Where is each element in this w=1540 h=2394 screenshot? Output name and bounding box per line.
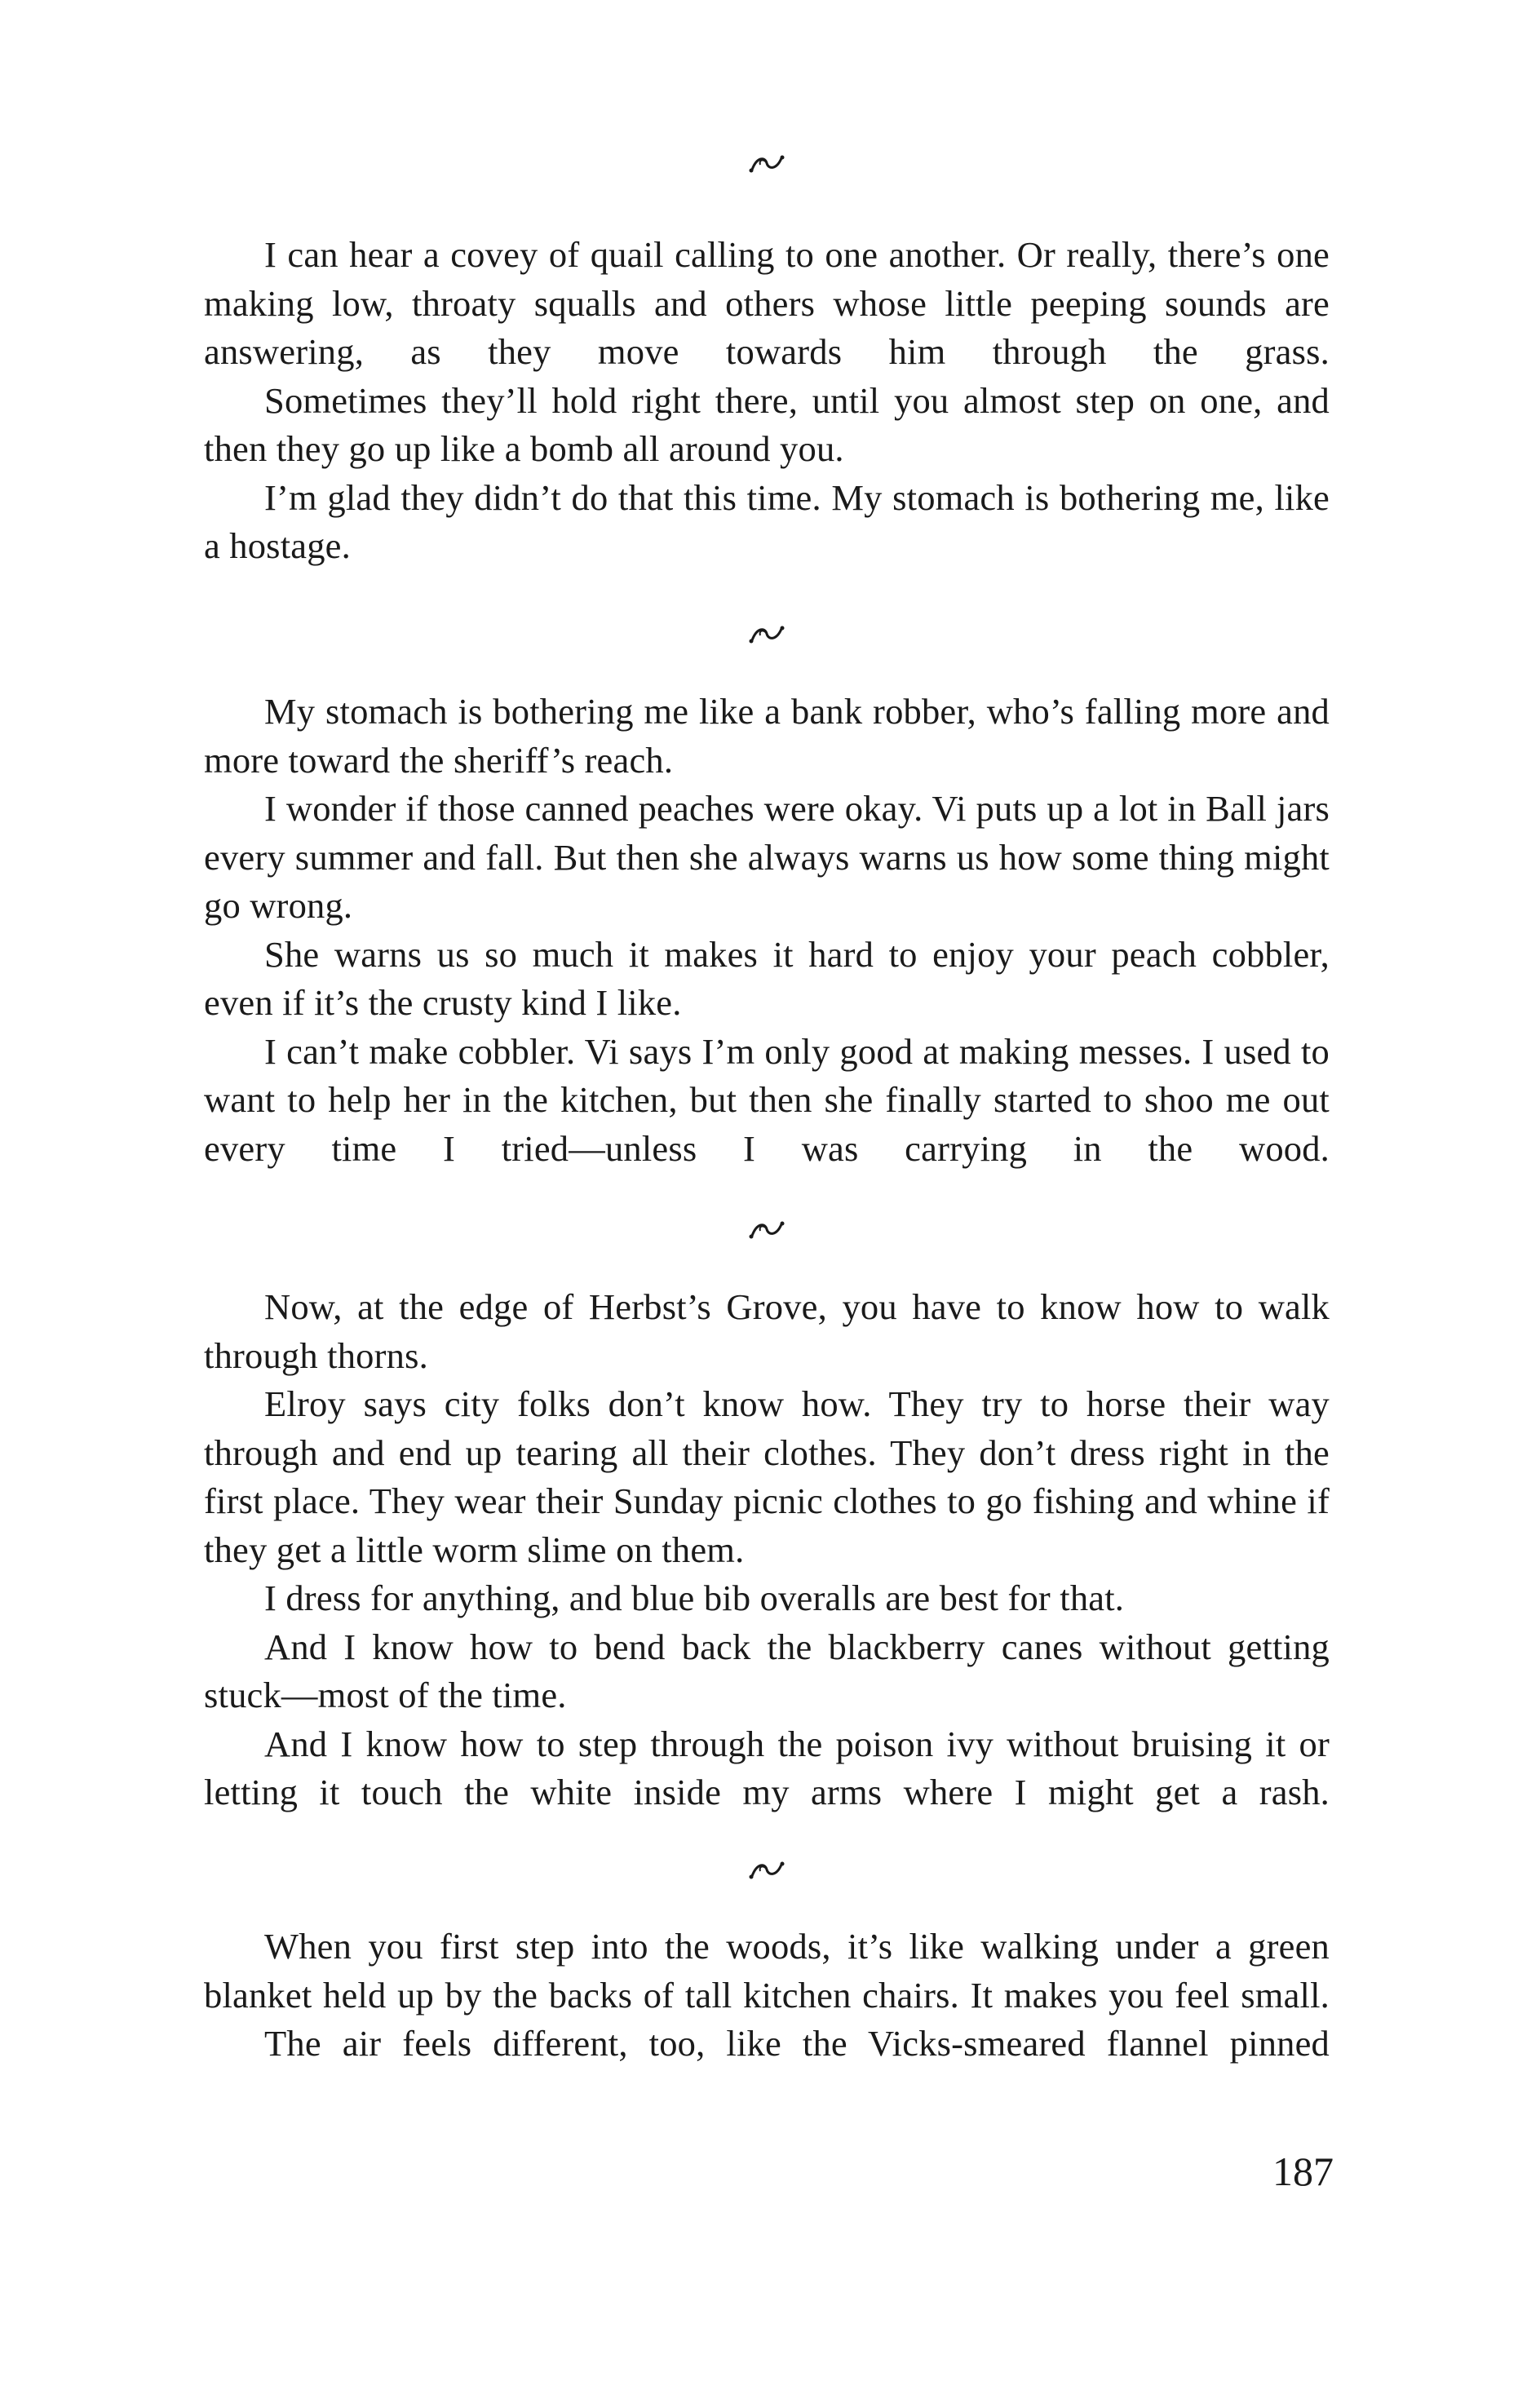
paragraph: My stomach is bothering me like a bank robber, who’s falling more and more toward the sheriff’s reach. <box>204 691 1330 781</box>
section-break-ornament-icon <box>204 624 1330 657</box>
section-1 <box>204 231 1330 571</box>
paragraph: I dress for anything, and blue bib overalls are best for that. <box>264 1578 1125 1618</box>
paragraph: Sometimes they’ll hold right there, until you almost step on one, and then they go up like a bomb all around you. <box>204 379 1330 469</box>
paragraph: I can’t make cobbler. Vi says I’m only good at making messes. I used to want to help her in the kitchen, but then she finally started to shoo me out every time I tried—unless I was carrying in the wood. <box>204 1030 1330 1169</box>
paragraph: The air feels different, too, like the Vicks-smeared flannel pinned <box>264 2023 1330 2064</box>
paragraph: I’m glad they didn’t do that this time. My stomach is bothering me, like a hostage. <box>204 476 1330 566</box>
paragraph: Elroy says city folks don’t know how. They try to horse their way through and end up tearing all their clothes. They don’t dress right in the first place. They wear their Sunday picnic clothes to go fishing and whine if they get a little worm slime on them. <box>204 1383 1330 1570</box>
paragraph: I can hear a covey of quail calling to one another. Or really, there’s one making low, throaty squalls and others whose little peeping sounds are answering, as they move towards him through the grass. <box>204 234 1330 372</box>
section-3 <box>204 1283 1330 1817</box>
page-number: 187 <box>1272 2148 1334 2194</box>
paragraph: When you first step into the woods, it’s like walking under a green blanket held up by the backs of tall kitchen chairs. It makes you feel small. <box>204 1926 1330 2016</box>
paragraph: And I know how to step through the poison ivy without bruising it or letting it touch the white inside my arms where I might get a rash. <box>204 1723 1330 1812</box>
section-2 <box>204 688 1330 1173</box>
paragraph: I wonder if those canned peaches were okay. Vi puts up a lot in Ball jars every summer and fall. But then she always warns us how some thing might go wrong. <box>204 788 1330 926</box>
section-break-ornament-icon <box>204 1860 1330 1892</box>
paragraph: Now, at the edge of Herbst’s Grove, you have to know how to walk through thorns. <box>204 1286 1330 1376</box>
section-break-ornament-icon <box>204 1219 1330 1252</box>
paragraph: She warns us so much it makes it hard to enjoy your peach cobbler, even if it’s the crusty kind I like. <box>204 933 1330 1023</box>
section-break-ornament-icon <box>204 153 1330 186</box>
section-4 <box>204 1923 1330 2069</box>
paragraph: And I know how to bend back the blackberry canes without getting stuck—most of the time. <box>204 1626 1330 1715</box>
